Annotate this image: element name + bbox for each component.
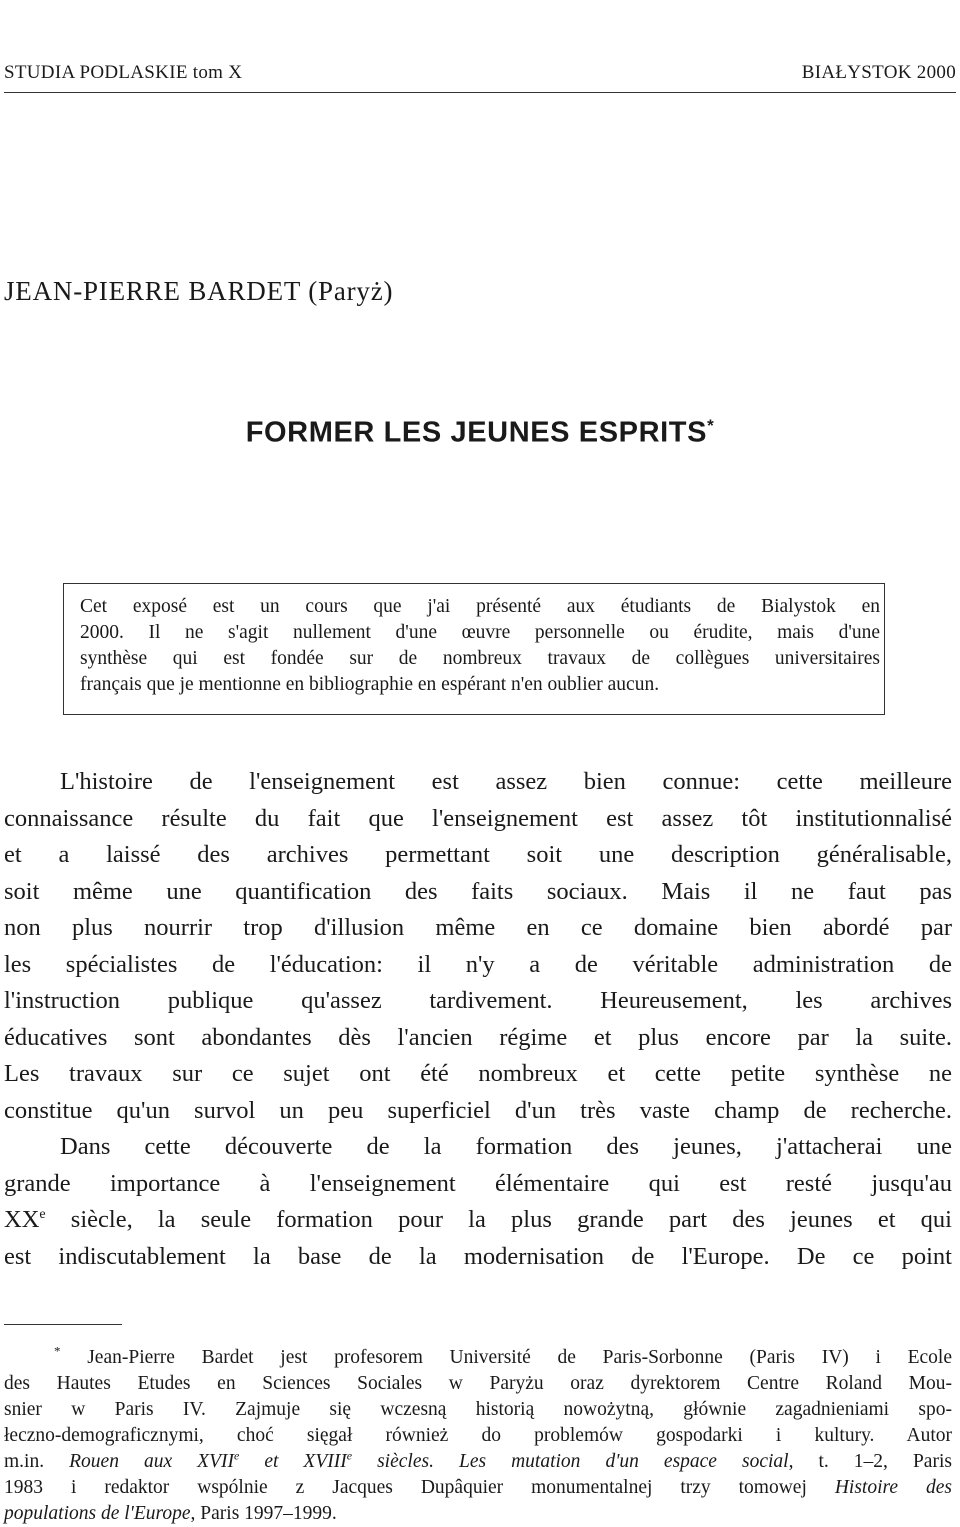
body-text [4,764,952,1275]
author-line: JEAN-PIERRE BARDET (Paryż) [4,276,394,306]
footnote-mark: * [54,1343,61,1359]
footnote-line: snier w Paris IV. Zajmuje się wczesną historią nowożytną, głównie zagadnieniami spo- [4,1399,952,1420]
body-line: et a laissé des archives permettant soit une description généralisable, [4,841,952,868]
italic-text: siècles. Les mutation d'un espace social [352,1451,789,1472]
italic-text: Rouen aux XVII [69,1451,234,1472]
footnote-line: łeczno-demograficznymi, choć sięgał również do problemów gospodarki i kultury. Autor [4,1425,952,1446]
italic-superscript: e [233,1448,240,1463]
body-line: est indiscutablement la base de la modernisation de l'Europe. De ce point [4,1242,952,1270]
footnote-line [4,1345,952,1371]
footnote-line [4,1475,952,1501]
book-title-italic [69,1448,789,1472]
body-line: constitue qu'un survol un peu superficiel d'un très vaste champ de recherche. [4,1096,952,1124]
body-line: grande importance à l'enseignement élémentaire qui est resté jusqu'au [4,1169,952,1197]
footnote-text: , t. 1–2, Paris [788,1451,952,1472]
body-line-rest: siècle, la seule formation pour la plus grande part des jeunes et qui [45,1206,952,1233]
abstract-line: français que je mentionne en bibliographie en espérant n'en oublier aucun. [80,674,660,695]
body-line: Les travaux sur ce sujet ont été nombreux et cette petite synthèse ne [4,1060,952,1087]
abstract-line: Cet exposé est un cours que j'ai présenté aux étudiants de Bialystok en [80,596,880,617]
body-line: non plus nourrir trop d'illusion même en ce domaine bien abordé par [4,914,952,941]
title-footnote-mark: * [707,416,715,435]
italic-superscript: e [346,1448,353,1463]
body-line: L'histoire de l'enseignement est assez bien connue: cette meilleure [60,768,952,795]
body-line: les spécialistes de l'éducation: il n'y a de véritable administration de [4,950,952,978]
abstract-line: synthèse qui est fondée sur de nombreux travaux de collègues universitaires [80,648,880,669]
running-header [4,62,956,93]
place-year: BIAŁYSTOK 2000 [801,62,956,83]
body-line: connaissance résulte du fait que l'enseignement est assez tôt institutionnalisé [4,804,952,832]
footnote-line [4,1449,952,1475]
footnote-line [4,1501,952,1527]
footnote-text: , Paris 1997–1999. [190,1503,337,1524]
century-superscript: e [39,1206,46,1222]
body-line: éducatives sont abondantes dès l'ancien régime et plus encore par la suite. [4,1023,952,1051]
body-line: l'instruction publique qu'assez tardivement. Heureusement, les archives [4,987,952,1014]
body-line: Dans cette découverte de la formation des jeunes, j'attacherai une [60,1133,952,1160]
century-text: XX [4,1206,40,1233]
footnote-rule [4,1324,122,1325]
body-line: soit même une quantification des faits sociaux. Mais il ne faut pas [4,877,952,905]
footnote-text: Jean-Pierre Bardet jest profesorem Université de Paris-Sorbonne (Paris IV) i Ecole [87,1347,953,1368]
body-line [4,1202,952,1239]
abstract-line: 2000. Il ne s'agit nullement d'une œuvre personnelle ou érudite, mais d'une [80,622,880,643]
footnote-text: m.in. [4,1451,70,1472]
footnote-text: 1983 i redaktor wspólnie z Jacques Dupâquier monumentalnej trzy tomowej [4,1477,835,1498]
title-text: FORMER LES JEUNES ESPRITS [245,416,708,449]
journal-name: STUDIA PODLASKIE tom X [4,62,243,83]
footnote-line: des Hautes Etudes en Sciences Sociales w Paryżu oraz dyrektorem Centre Roland Mou- [4,1373,952,1394]
abstract-box [63,583,885,715]
book-title-italic: populations de l'Europe [4,1503,191,1524]
article-title [0,416,960,450]
book-title-italic: Histoire des [834,1477,952,1498]
italic-text: et XVIII [239,1451,347,1472]
footnote [4,1345,952,1527]
